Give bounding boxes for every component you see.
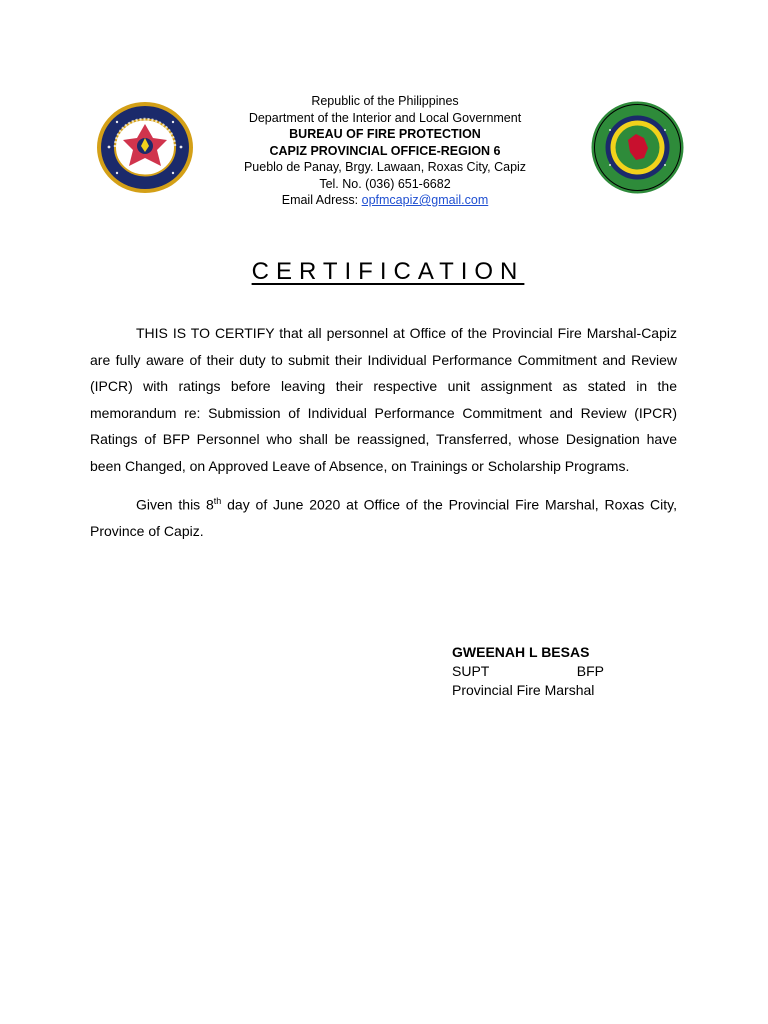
letterhead-bureau: BUREAU OF FIRE PROTECTION [289, 127, 481, 141]
signatory-rank-line [452, 662, 604, 681]
given-prefix: Given this 8 [136, 496, 214, 513]
document-body [90, 320, 677, 544]
letterhead-republic: Republic of the Philippines [311, 94, 459, 108]
signatory-position: Provincial Fire Marshal [452, 682, 595, 698]
letterhead-department: Department of the Interior and Local Government [248, 110, 522, 125]
bfp-seal-icon [95, 100, 195, 195]
email-link[interactable]: opfmcapiz@gmail.com [361, 193, 489, 207]
signature-block [452, 643, 604, 700]
given-suffix: day of June 2020 at Office of the Provincial Fire Marshal, Roxas City, Province of Capiz. [90, 496, 677, 539]
letterhead-address: Pueblo de Panay, Brgy. Lawaan, Roxas City, Capiz [243, 160, 527, 174]
signatory-rank: SUPT [452, 663, 490, 679]
letterhead [200, 93, 570, 209]
letterhead-office: CAPIZ PROVINCIAL OFFICE-REGION 6 [269, 143, 501, 158]
dilg-bfp-region6-seal-icon [590, 100, 685, 195]
certification-paragraph: THIS IS TO CERTIFY that all personnel at Office of the Provincial Fire Marshal-Capiz are fully aware of their duty to submit their Individual Performance Commitment and Review (IPCR) with ratings before leaving their respective unit assignment as stated in the memorandum re: Submission of Individual Performance Commitment and Review (IPCR) Ratings of BFP Personnel who shall be reassigned, Transferred, whose Designation have been Changed, on Approved Leave of Absence, on Trainings or Scholarship Programs. [90, 325, 677, 474]
document-title: CERTIFICATION [251, 258, 525, 285]
letterhead-email-line [200, 192, 570, 209]
letterhead-telephone: Tel. No. (036) 651-6682 [319, 176, 451, 191]
signatory-name: GWEENAH L BESAS [452, 644, 590, 660]
given-superscript: th [213, 495, 222, 506]
signatory-org: BFP [576, 663, 604, 679]
email-label: Email Adress: [281, 193, 362, 207]
given-paragraph [90, 488, 677, 545]
